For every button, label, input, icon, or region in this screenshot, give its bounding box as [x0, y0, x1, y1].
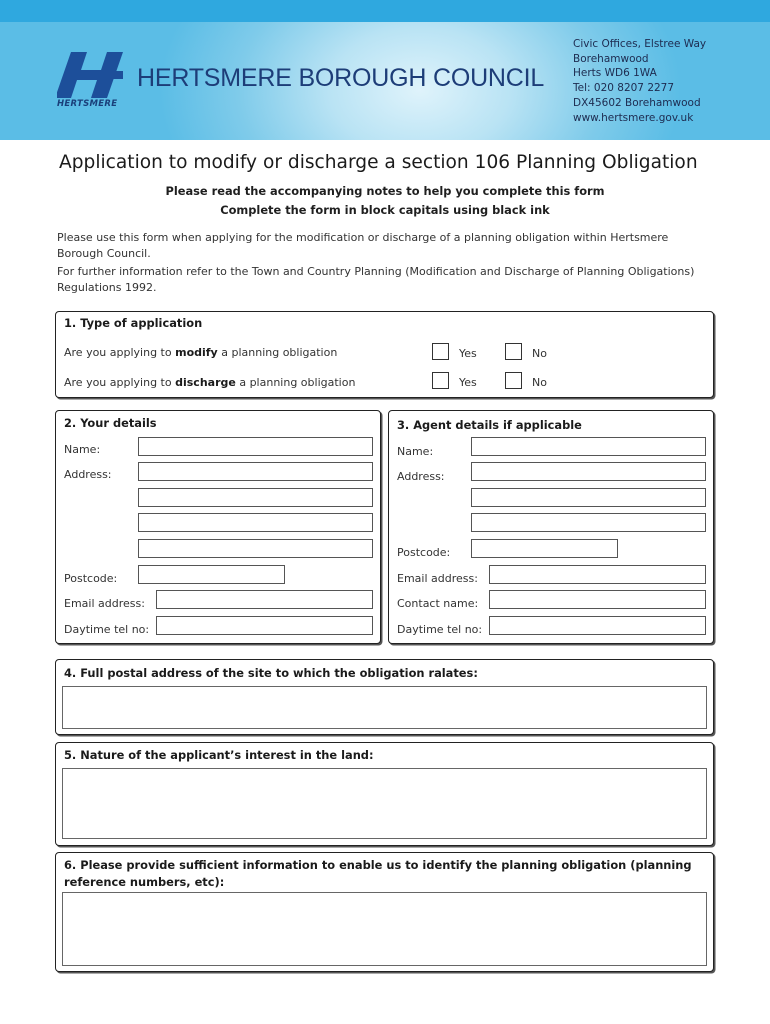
instruction-line: Complete the form in block capitals using black ink	[220, 203, 550, 217]
yes-label: Yes	[459, 347, 477, 360]
obligation-details-textarea[interactable]	[62, 892, 707, 966]
agent-address-line2-field[interactable]	[471, 488, 706, 507]
email-label: Email address:	[64, 597, 145, 610]
name-label: Name:	[64, 443, 101, 456]
address-line: Civic Offices, Elstree Way	[573, 38, 707, 50]
section-heading: 1. Type of application	[64, 316, 203, 330]
applicant-address-line3-field[interactable]	[138, 513, 373, 532]
agent-name-field[interactable]	[471, 437, 706, 456]
council-name: HERTSMERE BOROUGH COUNCIL	[137, 64, 545, 92]
discharge-yes-checkbox[interactable]	[432, 372, 449, 389]
page-title: Application to modify or discharge a section 106 Planning Obligation	[59, 152, 698, 173]
email-label: Email address:	[397, 572, 478, 585]
applicant-email-field[interactable]	[156, 590, 373, 609]
question-discharge	[64, 376, 355, 389]
intro-paragraph: For further information refer to the Town and Country Planning (Modification and Discharge of Planning Obligations) Regulations 1992.	[57, 265, 695, 294]
postcode-label: Postcode:	[64, 572, 118, 585]
address-label: Address:	[397, 470, 445, 483]
section-heading: 6. Please provide sufficient information to enable us to identify the planning obligation (planning	[64, 858, 692, 872]
address-line: Tel: 020 8207 2277	[573, 82, 675, 95]
agent-email-field[interactable]	[489, 565, 706, 584]
address-line: DX45602 Borehamwood	[573, 96, 701, 109]
yes-label: Yes	[459, 376, 477, 389]
address-line: Borehamwood	[573, 52, 649, 65]
section-heading: 2. Your details	[64, 416, 157, 430]
modify-yes-checkbox[interactable]	[432, 343, 449, 360]
discharge-no-checkbox[interactable]	[505, 372, 522, 389]
applicant-name-field[interactable]	[138, 437, 373, 456]
section-heading-continued: reference numbers, etc):	[64, 875, 225, 889]
section-heading: 3. Agent details if applicable	[397, 418, 582, 432]
instruction-line: Please read the accompanying notes to help you complete this form	[165, 184, 605, 198]
logo-caption: HERTSMERE	[57, 99, 118, 109]
section-heading: 5. Nature of the applicant’s interest in the land:	[64, 748, 374, 762]
council-address	[573, 37, 706, 125]
name-label: Name:	[397, 445, 434, 458]
tel-label: Daytime tel no:	[64, 623, 150, 636]
applicant-address-line1-field[interactable]	[138, 462, 373, 481]
agent-address-line3-field[interactable]	[471, 513, 706, 532]
applicant-interest-textarea[interactable]	[62, 768, 707, 839]
contact-name-label: Contact name:	[397, 597, 479, 610]
agent-contact-name-field[interactable]	[489, 590, 706, 609]
question-text: Are you applying to	[64, 376, 176, 389]
address-label: Address:	[64, 468, 112, 481]
intro-paragraph: Please use this form when applying for the modification or discharge of a planning obligation within Hertsmere Borough Council.	[57, 231, 669, 260]
no-label: No	[532, 347, 547, 360]
question-modify	[64, 346, 337, 359]
question-text: a planning obligation	[217, 346, 338, 359]
hertsmere-logo-icon	[57, 50, 127, 105]
site-address-textarea[interactable]	[62, 686, 707, 729]
applicant-postcode-field[interactable]	[138, 565, 285, 584]
modify-no-checkbox[interactable]	[505, 343, 522, 360]
section-heading: 4. Full postal address of the site to which the obligation ralates:	[64, 666, 478, 680]
question-text: a planning obligation	[235, 376, 356, 389]
question-keyword: discharge	[175, 376, 236, 389]
question-keyword: modify	[175, 346, 218, 359]
agent-tel-field[interactable]	[489, 616, 706, 635]
agent-postcode-field[interactable]	[471, 539, 618, 558]
applicant-tel-field[interactable]	[156, 616, 373, 635]
website-link[interactable]: www.hertsmere.gov.uk	[573, 111, 694, 124]
header-banner	[0, 0, 770, 140]
postcode-label: Postcode:	[397, 546, 451, 559]
agent-address-line1-field[interactable]	[471, 462, 706, 481]
tel-label: Daytime tel no:	[397, 623, 483, 636]
question-text: Are you applying to	[64, 346, 176, 359]
no-label: No	[532, 376, 547, 389]
applicant-address-line2-field[interactable]	[138, 488, 373, 507]
address-line: Herts WD6 1WA	[573, 67, 657, 80]
applicant-address-line4-field[interactable]	[138, 539, 373, 558]
